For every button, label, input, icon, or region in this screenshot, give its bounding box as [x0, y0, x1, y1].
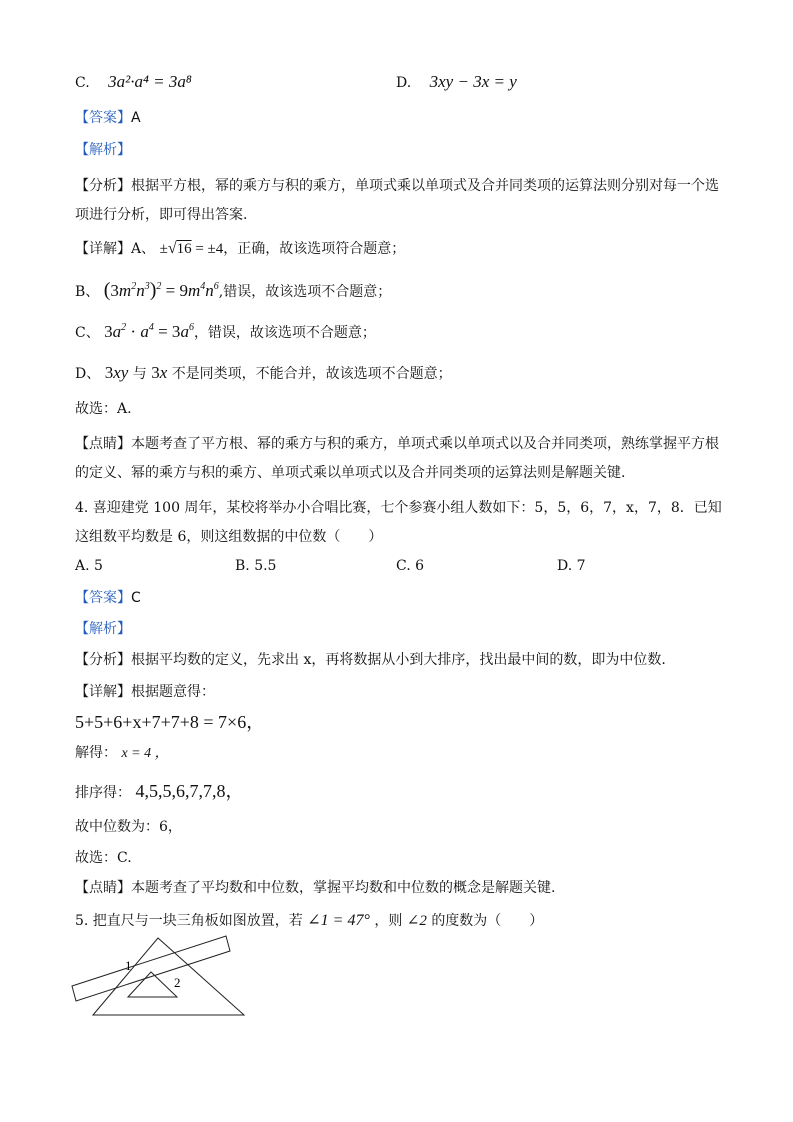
- option-d: [396, 72, 517, 93]
- answer-tag: 【答案】: [75, 110, 131, 126]
- q3-detail-a: 【详解】A、 ±√16 = ±4，正确，故该选项符合题意；: [75, 240, 406, 257]
- answer-value: A: [131, 110, 141, 126]
- detail-a-text: ，正确，故该选项符合题意；: [223, 241, 406, 257]
- analysis-tag: 【分析】: [75, 652, 131, 668]
- q5-stem-b: ，则: [374, 913, 403, 929]
- q4-sort: [75, 781, 243, 803]
- q3-answer: [75, 108, 141, 128]
- q3-detail-c: C、 $3a^2 \cdot a^4 = 3a^6$，错误，故该选项不合题意；: [75, 322, 376, 341]
- analysis-text: 根据平方根，幂的乘方与积的乘方，单项式乘以单项式及合并同类项的运算法则分别对每一个选项进行分析，即可得出答案.: [75, 178, 719, 223]
- solve-value: x = 4 ，: [121, 746, 169, 761]
- analysis-tag: 【分析】: [75, 178, 131, 194]
- q3-jiexi: 【解析】: [75, 142, 131, 158]
- q4-solve: [75, 743, 169, 764]
- detail-text: 根据题意得：: [131, 684, 215, 700]
- comment-tag: 【点睛】: [75, 880, 131, 896]
- option-c: [75, 72, 192, 93]
- detail-tag: 【详解】: [75, 684, 131, 700]
- q4-option-a: A. 5: [75, 558, 103, 574]
- analysis-text: 根据平均数的定义，先求出 x，再将数据从小到大排序，找出最中间的数，即为中位数.: [131, 652, 666, 668]
- q4-analysis: [75, 650, 666, 670]
- q5-angle2: ∠2: [406, 913, 427, 929]
- q3-detail-b: B、 $(3m^2n^3)^2 = 9m^4n^6$,错误，故该选项不合题意；: [75, 279, 392, 301]
- detail-tag: 【详解】: [75, 241, 131, 257]
- detail-c-text: ，错误，故该选项不合题意；: [193, 325, 376, 341]
- q4-choose: 故选：C.: [75, 850, 132, 866]
- q4-answer: [75, 588, 141, 608]
- detail-d-prefix: D、: [75, 366, 101, 382]
- detail-b-text: ,错误，故该选项不合题意；: [218, 284, 392, 300]
- option-c-label: C.: [75, 75, 90, 91]
- q4-option-c: C. 6: [396, 558, 425, 574]
- q3-analysis: [75, 172, 725, 230]
- q4-detail: [75, 682, 215, 702]
- solve-label: 解得：: [75, 745, 117, 761]
- q5-stem-c: 的度数为（ ）: [431, 913, 544, 929]
- q3-comment: [75, 430, 725, 488]
- comment-text: 本题考查了平均数和中位数，掌握平均数和中位数的概念是解题关键.: [131, 880, 556, 896]
- sort-label: 排序得：: [75, 785, 131, 801]
- answer-value: C: [131, 590, 141, 606]
- q5-stem-a: 5. 把直尺与一块三角板如图放置，若: [75, 913, 303, 929]
- q4-stem: 4. 喜迎建党 100 周年，某校将举办小合唱比赛，七个参赛小组人数如下：5，5，6，7，x，7，8．已知这组数平均数是 6，则这组数据的中位数（ ）: [75, 500, 722, 545]
- detail-d-text: 不是同类项，不能合并，故该选项不合题意；: [171, 366, 452, 382]
- answer-tag: 【答案】: [75, 590, 131, 606]
- comment-tag: 【点睛】: [75, 436, 131, 452]
- option-d-expr: 3xy − 3x = y: [429, 72, 517, 91]
- detail-a-prefix: A、: [131, 241, 156, 257]
- angle-2-label: 2: [174, 975, 181, 990]
- q4-option-b: B. 5.5: [235, 558, 277, 574]
- ruler-triangle-figure: [60, 930, 260, 1025]
- option-d-label: D.: [396, 75, 412, 91]
- q3-choose: 故选：A.: [75, 401, 132, 417]
- comment-text: 本题考查了平方根、幂的乘方与积的乘方，单项式乘以单项式以及合并同类项，熟练掌握平方根的定义、幂的乘方与积的乘方、单项式乘以单项式以及合并同类项的运算法则是解题关键.: [75, 436, 719, 481]
- q4-option-d: D. 7: [557, 558, 586, 574]
- detail-d-mid: 与: [132, 366, 147, 382]
- q3-detail-d: D、 3xy 与 3x 不是同类项，不能合并，故该选项不合题意；: [75, 363, 452, 382]
- option-c-expr: 3a²·a⁴ = 3a⁸: [108, 72, 192, 91]
- q5-stem: [75, 911, 543, 931]
- triangle-outer: [93, 938, 244, 1015]
- q5-angle1: ∠1 = 47°: [307, 912, 370, 929]
- q4-comment: [75, 878, 555, 898]
- detail-b-prefix: B、: [75, 284, 100, 300]
- detail-c-prefix: C、: [75, 325, 100, 341]
- q4-equation: 5+5+6+x+7+7+8 = 7×6，: [75, 712, 265, 732]
- sort-value: 4,5,5,6,7,7,8，: [135, 781, 244, 801]
- q4-jiexi: 【解析】: [75, 621, 131, 637]
- q4-median: 故中位数为：6，: [75, 819, 182, 835]
- angle-1-label: 1: [125, 958, 132, 973]
